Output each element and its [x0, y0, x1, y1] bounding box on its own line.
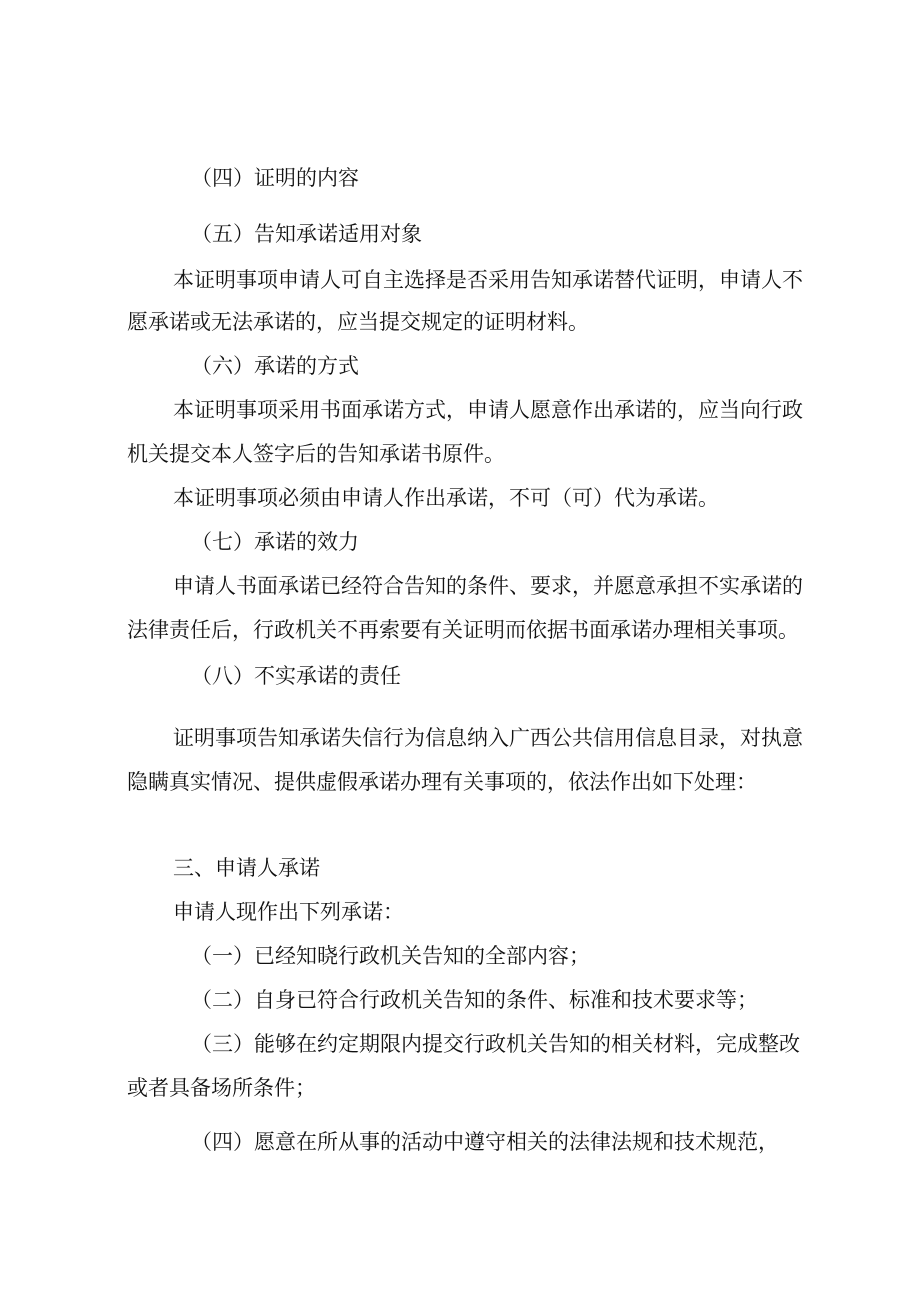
paragraph-line: 机关提交本人签字后的告知承诺书原件。 [127, 442, 505, 466]
paragraph-line: 愿承诺或无法承诺的，应当提交规定的证明材料。 [127, 310, 589, 334]
commitment-item: （三）能够在约定期限内提交行政机关告知的相关材料，完成整改 [191, 1032, 800, 1056]
paragraph-line: 本证明事项采用书面承诺方式，申请人愿意作出承诺的，应当向行政 [173, 398, 803, 422]
paragraph-line: 申请人现作出下列承诺： [173, 900, 404, 924]
paragraph-line: 证明事项告知承诺失信行为信息纳入广西公共信用信息目录，对执意 [173, 726, 803, 750]
subheading-8-liability: （八）不实承诺的责任 [191, 664, 401, 688]
subheading-7-effect: （七）承诺的效力 [191, 530, 359, 554]
commitment-item-continuation: 或者具备场所条件； [127, 1076, 316, 1100]
subheading-5-applicable-subjects: （五）告知承诺适用对象 [191, 222, 422, 246]
paragraph-line: 申请人书面承诺已经符合告知的条件、要求，并愿意承担不实承诺的 [173, 574, 803, 598]
paragraph-line: 本证明事项申请人可自主选择是否采用告知承诺替代证明，申请人不 [173, 268, 803, 292]
subheading-4-content: （四）证明的内容 [191, 166, 359, 190]
commitment-item: （一）已经知晓行政机关告知的全部内容； [191, 944, 590, 968]
commitment-item: （二）自身已符合行政机关告知的条件、标准和技术要求等； [191, 988, 758, 1012]
paragraph-line: 法律责任后，行政机关不再索要有关证明而依据书面承诺办理相关事项。 [127, 618, 799, 642]
paragraph-line: 隐瞒真实情况、提供虚假承诺办理有关事项的，依法作出如下处理： [127, 770, 757, 794]
paragraph-line: 本证明事项必须由申请人作出承诺，不可（可）代为承诺。 [173, 486, 719, 510]
subheading-6-method: （六）承诺的方式 [191, 354, 359, 378]
section-heading-3: 三、申请人承诺 [173, 856, 320, 880]
commitment-item: （四）愿意在所从事的活动中遵守相关的法律法规和技术规范， [191, 1130, 779, 1154]
